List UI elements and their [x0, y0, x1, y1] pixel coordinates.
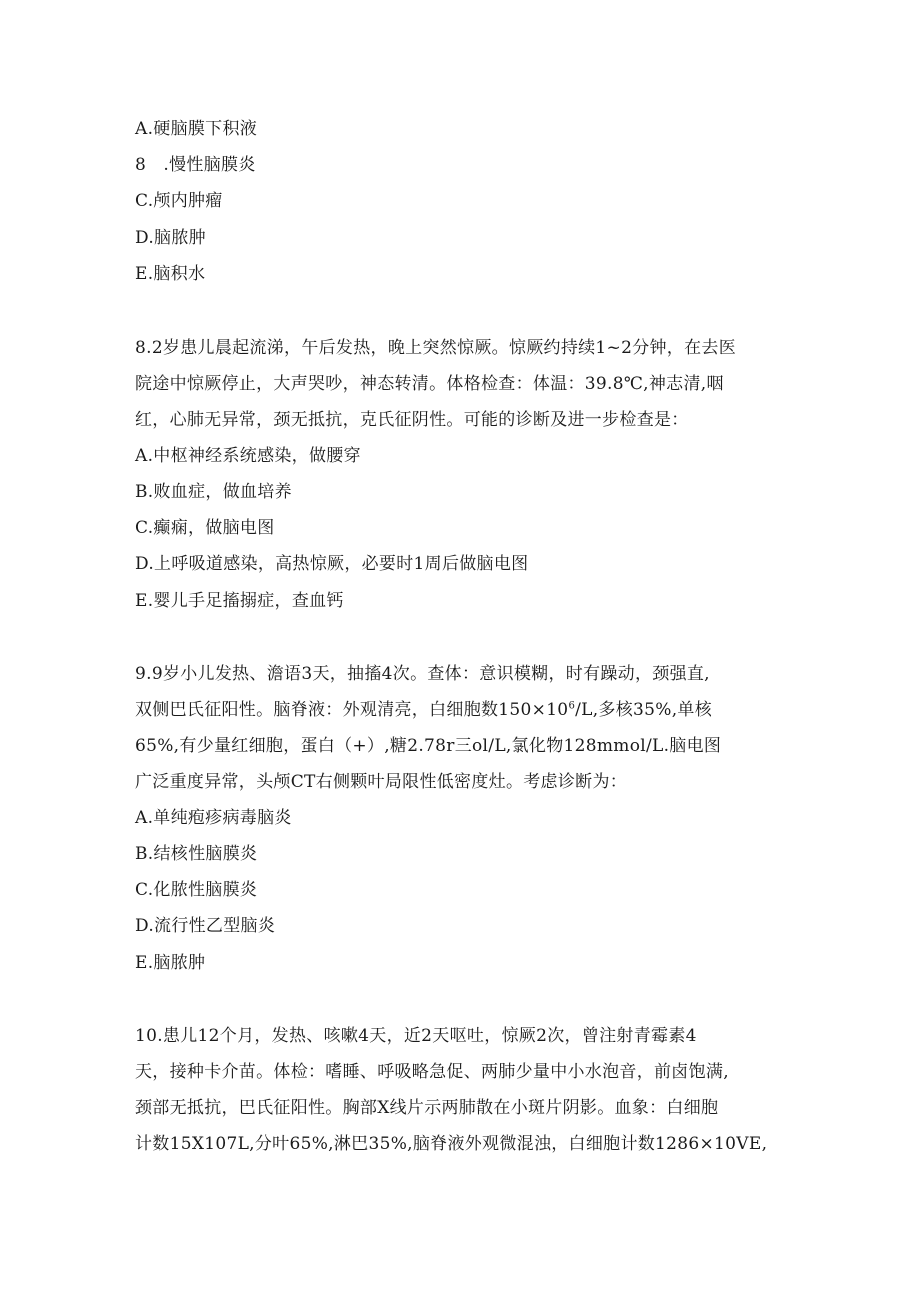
question-8-line-1: 8.2岁患儿晨起流涕，午后发热，晚上突然惊厥。惊厥约持续1~2分钟，在去医 [135, 338, 737, 358]
question-10-line-4: 计数15X107L,分叶65%,淋巴35%,脑脊液外观微混浊，白细胞计数1286×10VE, [135, 1134, 768, 1154]
option-b-chronic-meningitis: 8 .慢性脑膜炎 [135, 155, 256, 175]
question-9-line-2 [135, 699, 795, 721]
q9-option-b: B.结核性脑膜炎 [135, 844, 258, 864]
q8-option-a: A.中枢神经系统感染，做腰穿 [135, 446, 361, 466]
question-9-line-4: 广泛重度异常，头颅CT右侧颗叶局限性低密度灶。考虑诊断为： [135, 772, 628, 792]
question-9-line-2-text: 双侧巴氏征阳性。脑脊液：外观清亮，白细胞数150×10 [135, 700, 569, 720]
q8-option-c: C.癫痫，做脑电图 [135, 518, 275, 538]
q9-option-d: D.流行性乙型脑炎 [135, 916, 276, 936]
q9-option-c: C.化脓性脑膜炎 [135, 880, 258, 900]
option-c-intracranial-tumor: C.颅内肿瘤 [135, 191, 223, 211]
question-9-line-1: 9.9岁小儿发热、澹语3天，抽搐4次。查体：意识模糊，时有躁动，颈强直, [135, 664, 710, 684]
question-10-line-1: 10.患儿12个月，发热、咳嗽4天，近2天呕吐，惊厥2次，曾注射青霉素4 [135, 1026, 697, 1046]
question-10-line-2: 天，接种卡介苗。体检：嗜睡、呼吸略急促、两肺少量中小水泡音，前卤饱满, [135, 1062, 729, 1082]
question-8-line-2: 院途中惊厥停止，大声哭吵，神态转清。体格检查：体温：39.8℃,神志清,咽 [135, 374, 724, 394]
q9-option-e: E.脑脓肿 [135, 953, 206, 973]
question-8-line-3: 红，心肺无异常，颈无抵抗，克氏征阴性。可能的诊断及进一步检查是： [135, 410, 689, 430]
q8-option-b: B.败血症，做血培养 [135, 482, 292, 502]
question-9-line-2-tail: /L,多核35%,单核 [575, 700, 713, 720]
question-10-line-3: 颈部无抵抗，巴氏征阳性。胸部X线片示两肺散在小斑片阴影。血象：白细胞 [135, 1098, 719, 1118]
q9-option-a: A.单纯疱疹病毒脑炎 [135, 808, 292, 828]
option-a-subdural-effusion: A.硬脑膜下积液 [135, 119, 258, 139]
option-e-hydrocephalus: E.脑积水 [135, 264, 206, 284]
q8-option-e: E.婴儿手足搐搦症，查血钙 [135, 591, 344, 611]
q8-option-d: D.上呼吸道感染，高热惊厥，必要时1周后做脑电图 [135, 554, 529, 574]
exponent: 6 [568, 700, 576, 712]
option-d-brain-abscess: D.脑脓肿 [135, 228, 206, 248]
question-9-line-3: 65%,有少量红细胞，蛋白（+）,糖2.78r三ol/L,氯化物128mmol/L.脑电图 [135, 736, 722, 756]
